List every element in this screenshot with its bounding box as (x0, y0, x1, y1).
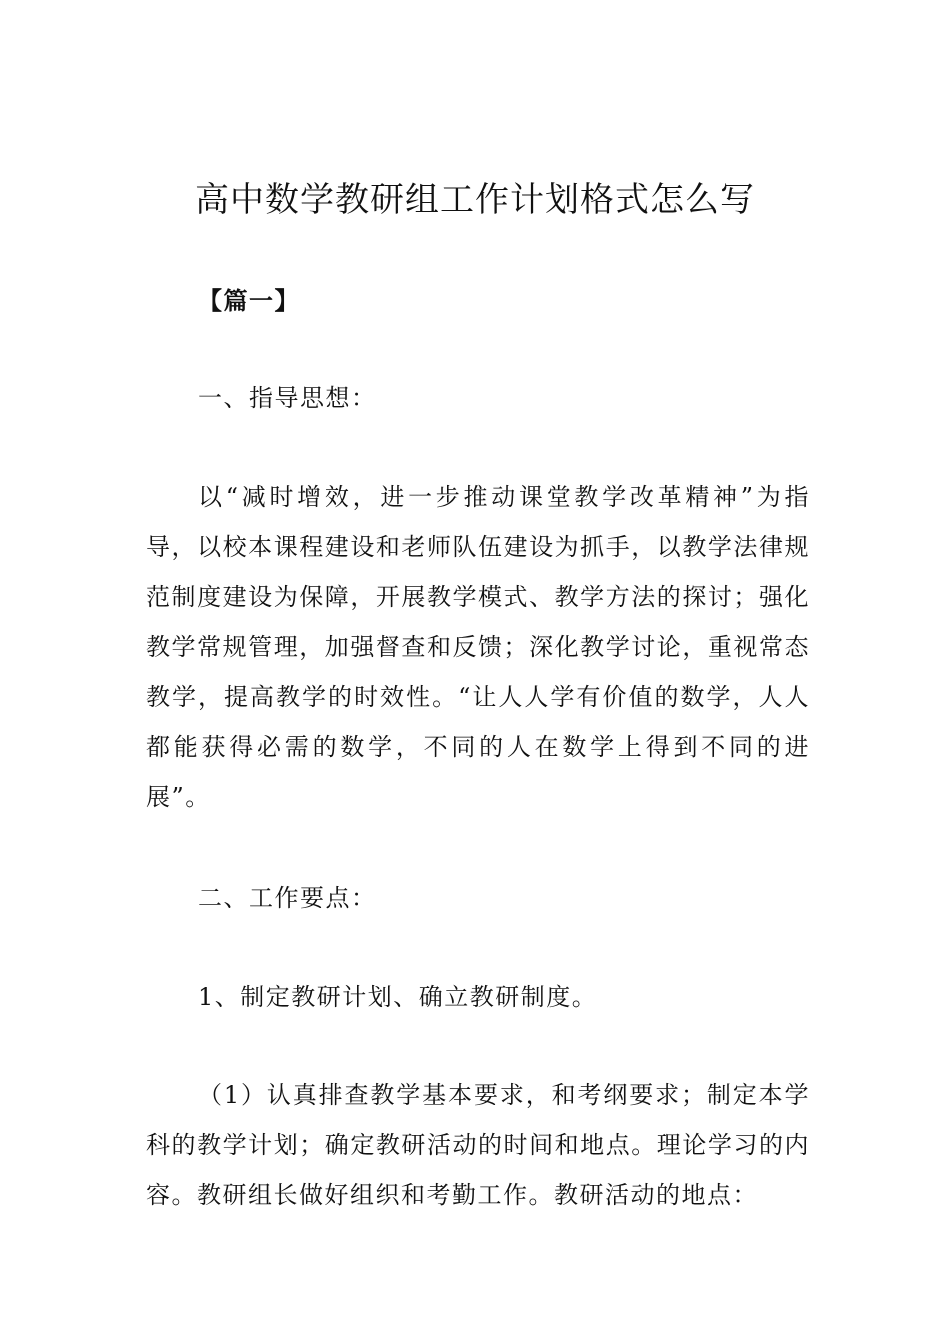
paragraph-guiding-ideology: 以“减时增效，进一步推动课堂教学改革精神”为指导，以校本课程建设和老师队伍建设为抓手，以教学法律规范制度建设为保障，开展教学模式、教学方法的探讨；强化教学常规管理，加强督查和反馈；深化教学讨论，重视常态教学，提高教学的时效性。“让人人学有价值的数学，人人都能获得必需的数学，不同的人在数学上得到不同的进展”。 (146, 483, 810, 811)
paragraph-item-1-detail: （1）认真排查教学基本要求，和考纲要求；制定本学科的教学计划；确定教研活动的时间和地点。理论学习的内容。教研组长做好组织和考勤工作。教研活动的地点： (146, 1081, 810, 1209)
section-label: 【篇一】 (198, 286, 300, 315)
list-item-1: 1、制定教研计划、确立教研制度。 (198, 983, 598, 1011)
heading-guiding-ideology: 一、指导思想： (198, 384, 377, 412)
document-title: 高中数学教研组工作计划格式怎么写 (195, 180, 755, 220)
heading-work-points: 二、工作要点： (198, 884, 377, 912)
